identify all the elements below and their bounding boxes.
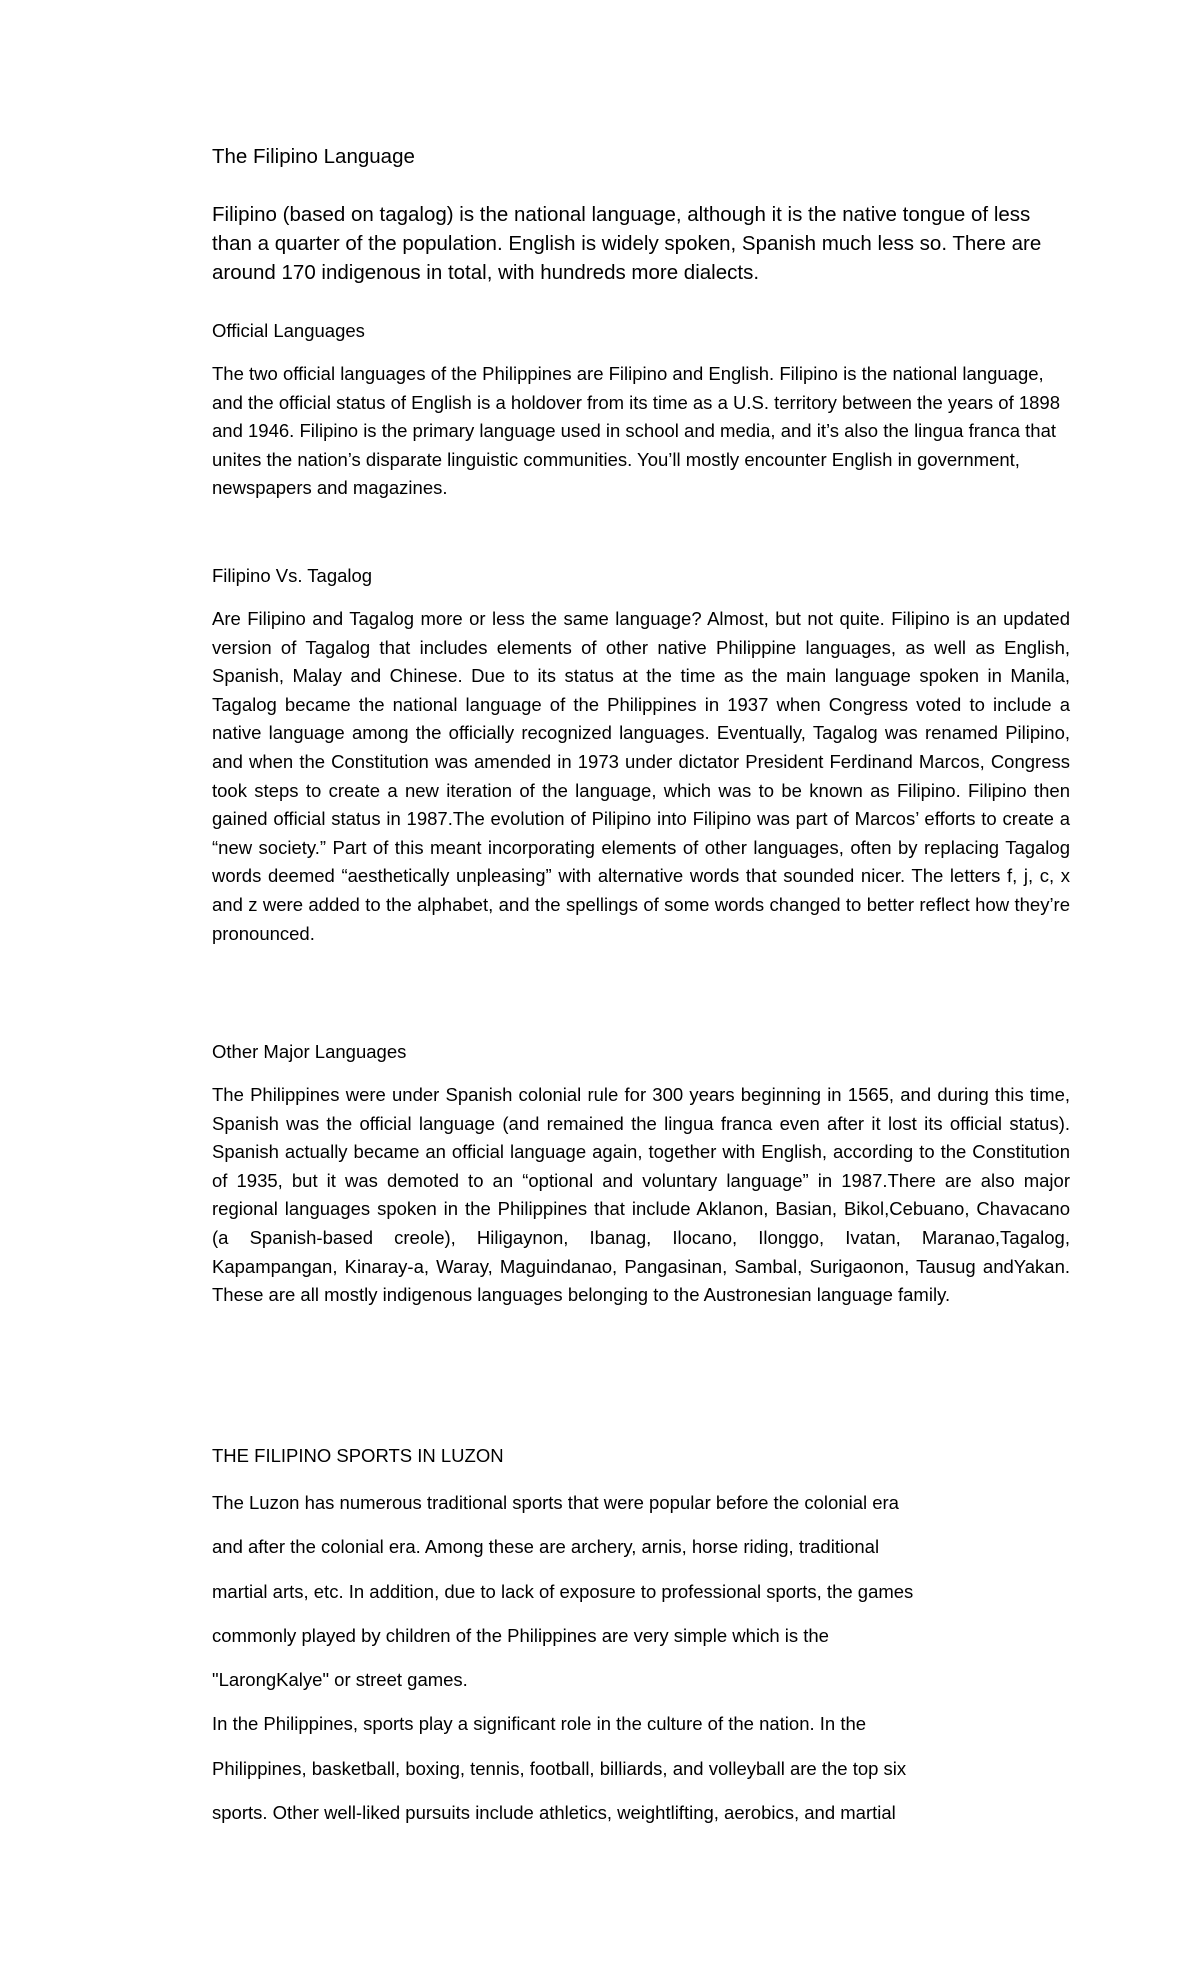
heading-filipino-vs-tagalog: Filipino Vs. Tagalog [212,565,373,586]
sports-line: Philippines, basketball, boxing, tennis, football, billiards, and volleyball are the top six [212,1757,907,1779]
heading-other-major-languages: Other Major Languages [212,1041,407,1062]
paragraph-filipino-vs-tagalog: Are Filipino and Tagalog more or less the same language? Almost, but not quite. Filipino is an updated version of Tagalog that includes elements of other native Philippine languages, as well as English, Spanish, Malay and Chinese. Due to its status at the time as the main language spoken in Manila, Tagalog became the national language of the Philippines in 1937 when Congress voted to include a native language among the officially recognized languages. Eventually, Tagalog was renamed Pilipino, and when the Constitution was amended in 1973 under dictator President Ferdinand Marcos, Congress took steps to create a new iteration of the language, which was to be known as Filipino. Filipino then gained official status in 1987.The evolution of Pilipino into Filipino was part of Marcos’ efforts to create a “new society.” Part of this meant incorporating elements of other languages, often by replacing Tagalog words deemed “aesthetically unpleasing” with alternative words that sounded nicer. The letters f, j, c, x and z were added to the alphabet, and the spellings of some words changed to better reflect how they’re pronounced. [212,608,1070,944]
heading-filipino-sports: THE FILIPINO SPORTS IN LUZON [212,1445,504,1466]
sports-line: commonly played by children of the Philippines are very simple which is the [212,1624,829,1646]
document-title: The Filipino Language [212,145,415,168]
sports-paragraph [212,1490,1072,1844]
sports-line: martial arts, etc. In addition, due to lack of exposure to professional sports, the games [212,1580,914,1602]
paragraph-official-languages: The two official languages of the Philippines are Filipino and English. Filipino is the national language, and the official status of English is a holdover from its time as a U.S. territory between the years of 1898 and 1946. Filipino is the primary language used in school and media, and it’s also the lingua franca that unites the nation’s disparate linguistic communities. You’ll mostly encounter English in government, newspapers and magazines. [212,363,1061,499]
sports-line: "LarongKalye" or street games. [212,1669,468,1691]
heading-official-languages: Official Languages [212,320,365,341]
sports-line: and after the colonial era. Among these are archery, arnis, horse riding, traditional [212,1536,880,1558]
paragraph-other-major-languages: The Philippines were under Spanish colonial rule for 300 years beginning in 1565, and during this time, Spanish was the official language (and remained the lingua franca even after it lost its official status). Spanish actually became an official language again, together with English, according to the Constitution of 1935, but it was demoted to an “optional and voluntary language” in 1987.There are also major regional languages spoken in the Philippines that include Aklanon, Basian, Bikol,Cebuano, Chavacano (a Spanish-based creole), Hiligaynon, Ibanag, Ilocano, Ilonggo, Ivatan, Maranao,Tagalog, Kapampangan, Kinaray-a, Waray, Maguindanao, Pangasinan, Sambal, Surigaonon, Tausug andYakan. These are all mostly indigenous languages belonging to the Austronesian language family. [212,1084,1070,1306]
intro-paragraph: Filipino (based on tagalog) is the national language, although it is the native tongue of less than a quarter of the population. English is widely spoken, Spanish much less so. There are around 170 indigenous in total, with hundreds more dialects. [212,203,1042,284]
sports-line: The Luzon has numerous traditional sports that were popular before the colonial era [212,1492,899,1513]
sports-line: In the Philippines, sports play a significant role in the culture of the nation. In the [212,1713,867,1735]
sports-line: sports. Other well-liked pursuits include athletics, weightlifting, aerobics, and martial [212,1802,896,1824]
